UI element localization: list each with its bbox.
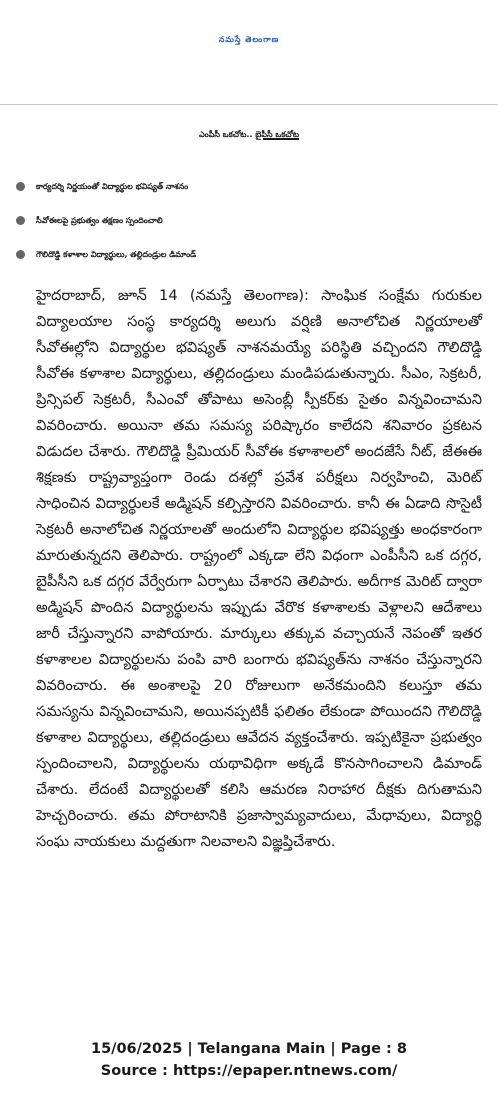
highlight-item <box>14 170 484 204</box>
source-line: Source : https://epaper.ntnews.com/ <box>100 1063 398 1079</box>
footer <box>0 1038 498 1082</box>
headline-part-2: బైపీసీ ఒకచోట <box>255 130 300 139</box>
highlights-list <box>14 170 484 272</box>
highlight-text: సీవోఈలపై ప్రభుత్వం తక్షణం స్పందించాలి <box>36 216 163 225</box>
highlight-text: గౌలిదొడ్డి కళాశాల విద్యార్థులు, తల్లిదండ్రుల డిమాండ్ <box>36 250 197 259</box>
masthead <box>0 6 498 72</box>
headline <box>0 114 498 156</box>
article-body <box>36 283 482 855</box>
highlight-item <box>14 204 484 238</box>
highlight-text: కార్యదర్శి నిర్ణయంతో విద్యార్థుల భవిష్యత్ నాశనం <box>36 182 189 191</box>
bullet-dot-icon <box>16 182 25 191</box>
masthead-title: నమస్తే తెలంగాణ <box>218 34 280 44</box>
bullet-dot-icon <box>16 216 25 225</box>
headline-part-1: ఎంపీసీ ఒకచోట.. <box>198 130 256 139</box>
highlight-item <box>14 238 484 272</box>
edition-line: 15/06/2025 | Telangana Main | Page : 8 <box>90 1041 407 1057</box>
masthead-divider <box>0 104 498 105</box>
article-paragraph: హైదరాబాద్, జూన్ 14 (నమస్తే తెలంగాణ): సాంఘిక సంక్షేమ గురుకుల విద్యాలయాల సంస్థ కార్యదర్శి అలుగు వర్షిణి అనాలోచిత నిర్ణయాలతో సీవోఈల్లోని విద్యార్థుల భవిష్యత్ నాశనమయ్యే పరిస్థితి వచ్చిందని గౌలిదొడ్డి సీవోఈ కళాశాల విద్యార్థులు, తల్లిదండ్రులు మండిపడుతున్నారు. సీఎం, సెక్రటరీ, ప్రిన్సిపల్ సెక్రటరీ, సీఎంవో తోపాటు అసెంబ్లీ స్పీకర్‌కు సైతం విన్నవించామని వివరించారు. అయినా తమ సమస్య పరిష్కారం కాలేదని శనివారం ప్రకటన విడుదల చేశారు. గౌలిదొడ్డి ప్రీమియర్ సీవోఈ కళాశాలలో అందజేసే నీట్, జేఈఈ శిక్షణకు రాష్ట్రవ్యాప్తంగా రెండు దశల్లో ప్రవేశ పరీక్షలు నిర్వహించి, మెరిట్ సాధించిన విద్యార్థులకే అడ్మిషన్ కల్పిస్తారని వివరించారు. కానీ ఈ ఏడాది సొసైటీ సెక్రటరీ అనాలోచిత నిర్ణయాలతో అందులోని విద్యార్థుల భవిష్యత్తు అంధకారంగా మారుతున్నదని తెలిపారు. రాష్ట్రంలో ఎక్కడా లేని విధంగా ఎంపీసీని ఒక దగ్గర, బైపీసీని ఒక దగ్గర వేర్వేరుగా ఏర్పాటు చేశారని తెలిపారు. అదీగాక మెరిట్ ద్వారా అడ్మిషన్ పొందిన విద్యార్థులను ఇప్పుడు వేరొక కళాశాలకు వెళ్లాలని ఆదేశాలు జారీ చేస్తున్నారని వాపోయారు. మార్కులు తక్కువ వచ్చాయనే నెపంతో ఇతర కళాశాలల విద్యార్థులను పంపి వారి బంగారు భవిష్యత్‌ను నాశనం చేస్తున్నారని వివరించారు. ఈ అంశాలపై 20 రోజులుగా అనేకమందిని కలుస్తూ తమ సమస్యను విన్నవించామని, అయినప్పటికీ ఫలితం లేకుండా పోయిందని గౌలిదొడ్డి కళాశాల విద్యార్థులు, తల్లిదండ్రులు ఆవేదన వ్యక్తంచేశారు. ఇప్పటికైనా ప్రభుత్వం స్పందించాలని, విద్యార్థులను యథావిధిగా అక్కడే కొనసాగించాలని డిమాండ్ చేశారు. లేదంటే విద్యార్థులతో కలిసి ఆమరణ నిరాహార దీక్షకు దిగుతామని హెచ్చరించారు. తమ పోరాటానికి ప్రజాస్వామ్యవాదులు, మేధావులు, విద్యార్థి సంఘ నాయకులు మద్దతుగా నిలవాలని విజ్ఞప్తిచేశారు. <box>36 287 482 850</box>
bullet-dot-icon <box>16 250 25 259</box>
